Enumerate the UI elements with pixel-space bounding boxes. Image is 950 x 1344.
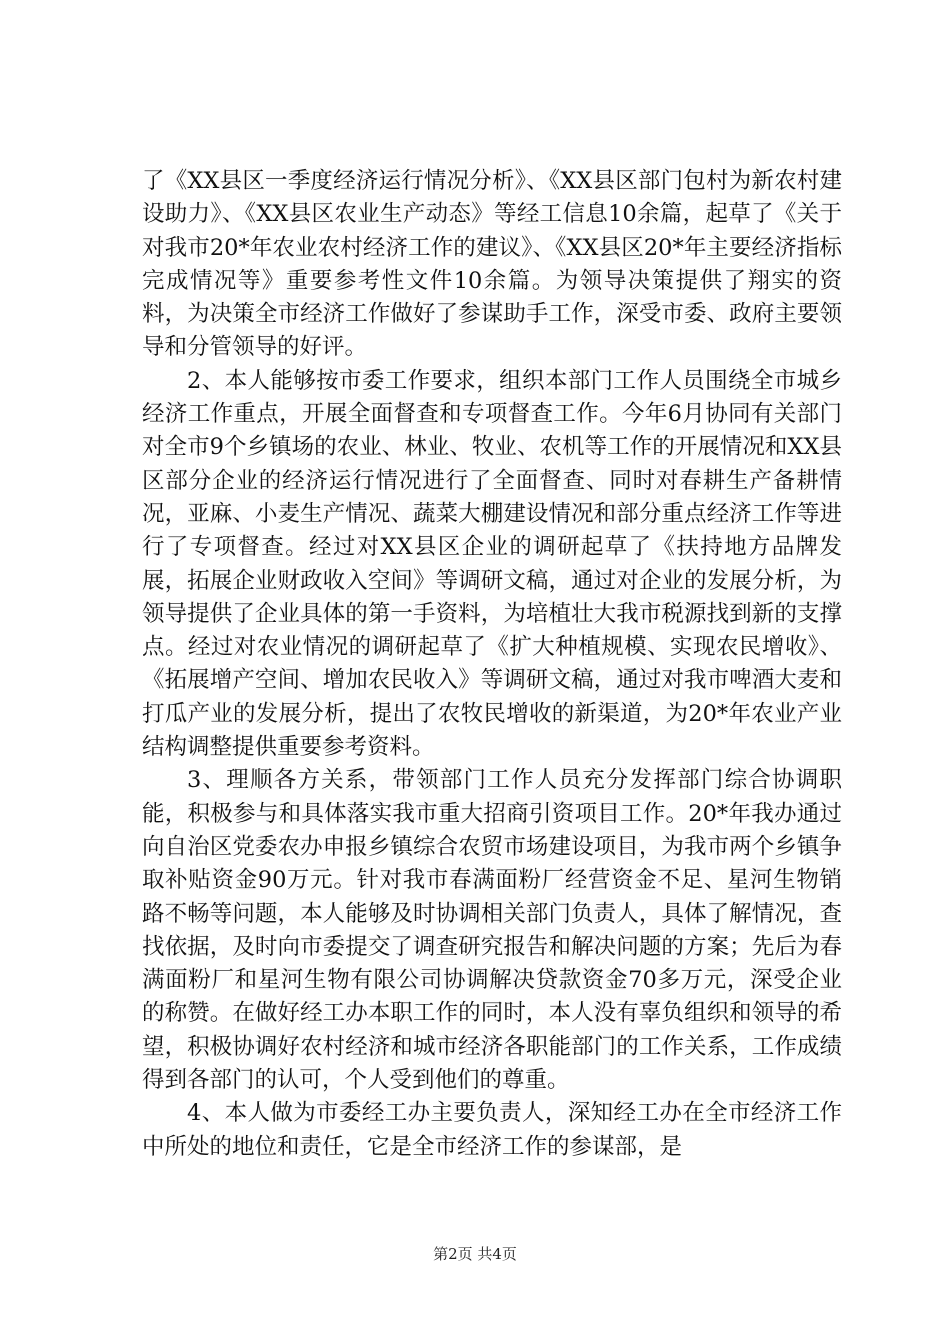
paragraph-4: 4、本人做为市委经工办主要负责人，深知经工办在全市经济工作中所处的地位和责任，它是全市经济工作的参谋部，是 [142, 1100, 842, 1160]
paragraph-1: 了《XX县区一季度经济运行情况分析》、《XX县区部门包村为新农村建设助力》、《XX县区农业生产动态》等经工信息10余篇，起草了《关于对我市20*年农业农村经济工作的建议》、《XX县区20*年主要经济指标完成情况等》重要参考性文件10余篇。为领导决策提供了翔实的资料，为决策全市经济工作做好了参谋助手工作，深受市委、政府主要领导和分管领导的好评。 [142, 168, 842, 361]
document-body [142, 165, 842, 1164]
paragraph-2: 2、本人能够按市委工作要求，组织本部门工作人员围绕全市城乡经济工作重点，开展全面督查和专项督查工作。今年6月协同有关部门对全市9个乡镇场的农业、林业、牧业、农机等工作的开展情况和XX县区部分企业的经济运行情况进行了全面督查、同时对春耕生产备耕情况，亚麻、小麦生产情况、蔬菜大棚建设情况和部分重点经济工作等进行了专项督查。经过对XX县区企业的调研起草了《扶持地方品牌发展，拓展企业财政收入空间》等调研文稿，通过对企业的发展分析，为领导提供了企业具体的第一手资料，为培植壮大我市税源找到新的支撑点。经过对农业情况的调研起草了《扩大种植规模、实现农民增收》、《拓展增产空间、增加农民收入》等调研文稿，通过对我市啤酒大麦和打瓜产业的发展分析，提出了农牧民增收的新渠道，为20*年农业产业结构调整提供重要参考资料。 [142, 367, 842, 761]
paragraph-3: 3、理顺各方关系，带领部门工作人员充分发挥部门综合协调职能，积极参与和具体落实我市重大招商引资项目工作。20*年我办通过向自治区党委农办申报乡镇综合农贸市场建设项目，为我市两个乡镇争取补贴资金90万元。针对我市春满面粉厂经营资金不足、星河生物销路不畅等问题，本人能够及时协调相关部门负责人，具体了解情况，查找依据，及时向市委提交了调查研究报告和解决问题的方案；先后为春满面粉厂和星河生物有限公司协调解决贷款资金70多万元，深受企业的称赞。在做好经工办本职工作的同时，本人没有辜负组织和领导的希望，积极协调好农村经济和城市经济各职能部门的工作关系，工作成绩得到各部门的认可，个人受到他们的尊重。 [142, 767, 842, 1094]
page-footer: 第2页 共4页 [433, 1245, 517, 1263]
